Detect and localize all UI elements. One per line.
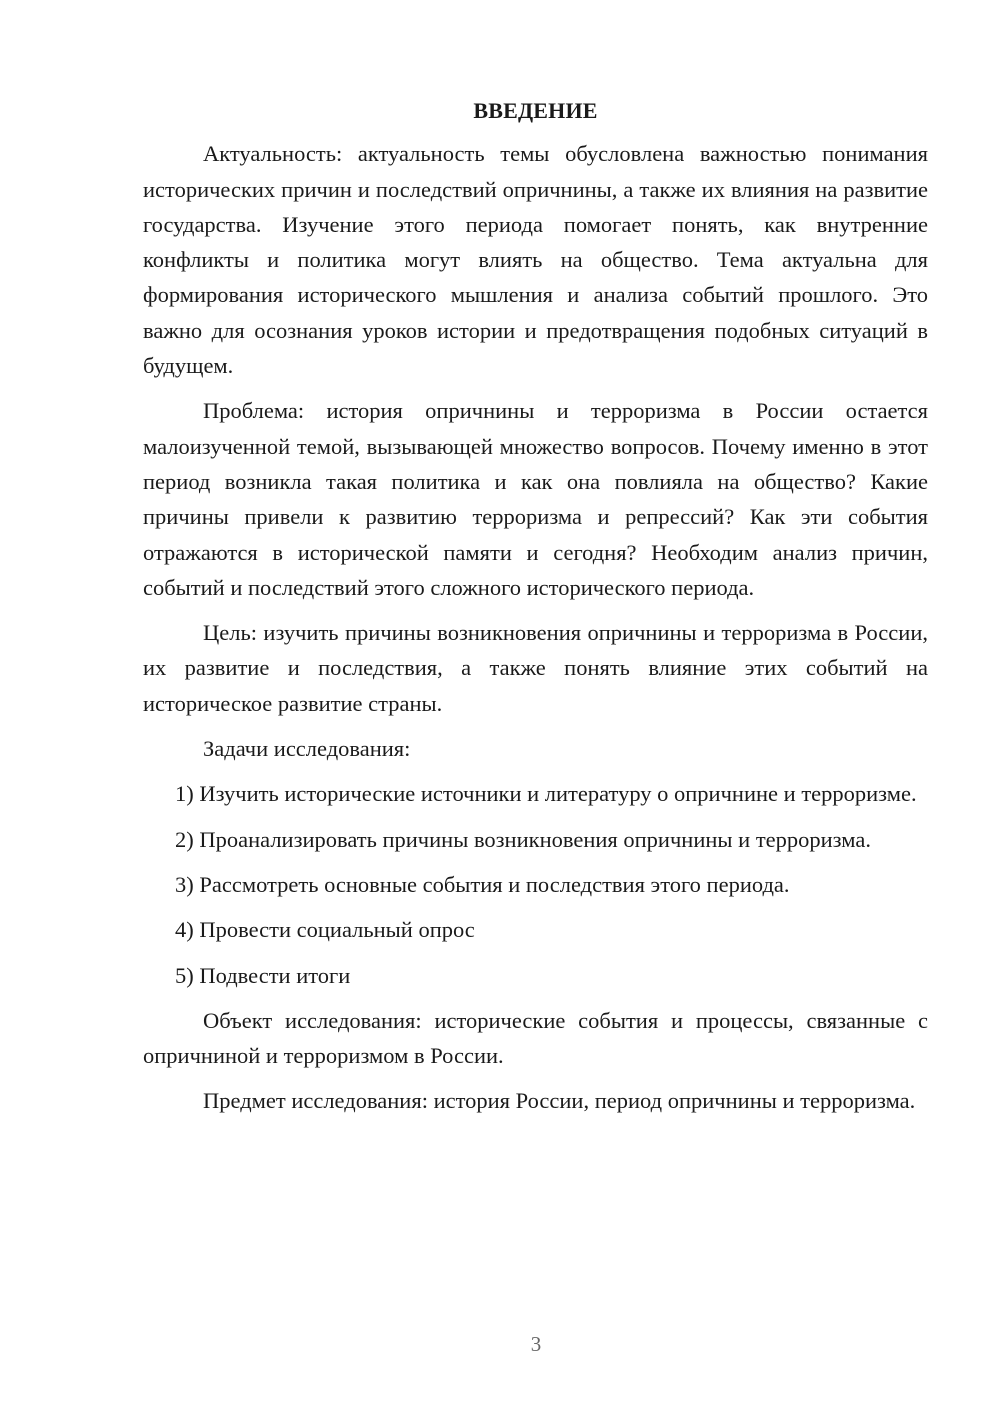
task-item-1: 1) Изучить исторические источники и литературу о опричнине и терроризме. [175, 781, 917, 807]
task-item-2: 2) Проанализировать причины возникновения опричнины и терроризма. [175, 826, 871, 852]
tasks-intro: Задачи исследования: [203, 736, 411, 762]
subject-paragraph: Предмет исследования: история России, период опричнины и терроризма. [203, 1088, 916, 1114]
task-item-4: 4) Провести социальный опрос [175, 917, 475, 943]
page-number: 3 [530, 1332, 542, 1356]
task-item-3: 3) Рассмотреть основные события и последствия этого периода. [175, 871, 790, 897]
task-item-5: 5) Подвести итоги [175, 962, 351, 988]
page-title: ВВЕДЕНИЕ [473, 98, 598, 123]
goal-paragraph: Цель: изучить причины возникновения опричнины и терроризма в России, их развитие и последствия, а также понять влияние этих событий на историческое развитие страны. [143, 620, 928, 716]
document-body [143, 93, 928, 1119]
problem-paragraph: Проблема: история опричнины и терроризма в России остается малоизученной темой, вызывающей множество вопросов. Почему именно в этот период возникла такая политика и как она повлияла на общество? Какие причины привели к развитию терроризма и репрессий? Как эти события отражаются в исторической памяти и сегодня? Необходим анализ причин, событий и последствий этого сложного исторического периода. [143, 398, 928, 600]
object-paragraph: Объект исследования: исторические события и процессы, связанные с опричниной и терроризмом в России. [143, 1007, 928, 1069]
relevance-paragraph: Актуальность: актуальность темы обусловлена важностью понимания исторических причин и последствий опричнины, а также их влияния на развитие государства. Изучение этого периода помогает понять, как внутренние конфликты и политика могут влиять на общество. Тема актуальна для формирования исторического мышления и анализа событий прошлого. Это важно для осознания уроков истории и предотвращения подобных ситуаций в будущем. [143, 141, 928, 379]
